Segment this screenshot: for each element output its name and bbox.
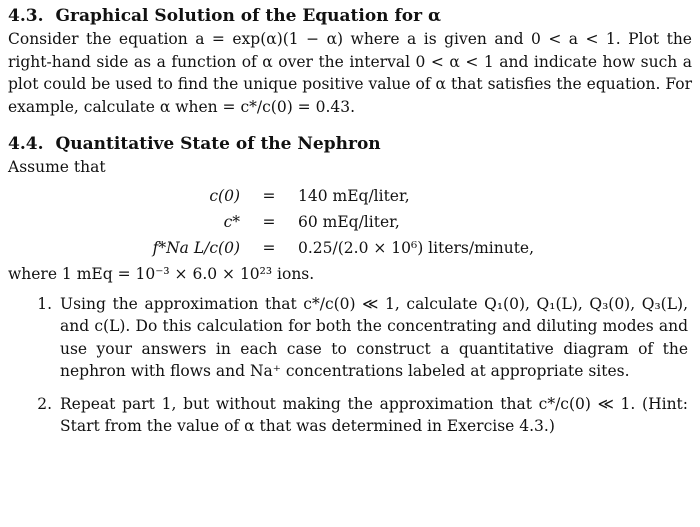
item-text: Using the approximation that c*/c(0) ≪ 1, calculate Q₁(0), Q₁(L), Q₃(0), Q₃(L), and c(L). Do this calculation for both the concentrating and diluting modes and use your answers in each case to construct a quantitative diagram of the nephron with flows and Na⁺ concentrations labeled at appropriate sites. [60,294,688,380]
section-4-3-heading [8,4,692,28]
list-item [8,393,692,438]
unit-definition: where 1 mEq = 10⁻³ × 6.0 × 10²³ ions. [8,264,315,283]
equation-row [8,209,534,235]
equation-relation: = [262,238,276,257]
equation-relation: = [262,212,276,231]
item-number: 1. [37,294,52,313]
equation-lhs: c* [223,212,240,231]
assumption-equations [8,183,534,261]
equation-rhs: 0.25/(2.0 × 10⁶) liters/minute, [298,238,535,257]
section-4-4-number: 4.4. [8,134,44,154]
equation-lhs: c(0) [209,186,240,205]
list-item [8,293,692,383]
item-number: 2. [37,394,52,413]
exercise-list [8,293,692,438]
section-4-4-title: Quantitative State of the Nephron [55,134,381,154]
item-text: Repeat part 1, but without making the approximation that c*/c(0) ≪ 1. (Hint: Start from the value of α that was determined in Exercise 4.3.) [60,394,688,435]
section-4-3-number: 4.3. [8,6,44,26]
equation-row [8,235,534,261]
equation-lhs: f*Na L/c(0) [152,238,240,257]
equation-row [8,183,534,209]
equation-rhs: 60 mEq/liter, [298,212,400,231]
section-4-4-intro: Assume that [8,158,106,176]
section-4-4-heading [8,132,692,156]
equation-relation: = [262,186,276,205]
equation-rhs: 140 mEq/liter, [298,186,410,205]
section-4-3-body: Consider the equation a = exp(α)(1 − α) where a is given and 0 < a < 1. Plot the right-hand side as a function of α over the interval 0 < α < 1 and indicate how such a plot could be used to find the unique positive value of α that satisfies the equation. For example, calculate α when = c*/c(0) = 0.43. [8,30,692,116]
section-4-3-title: Graphical Solution of the Equation for α [55,6,442,26]
